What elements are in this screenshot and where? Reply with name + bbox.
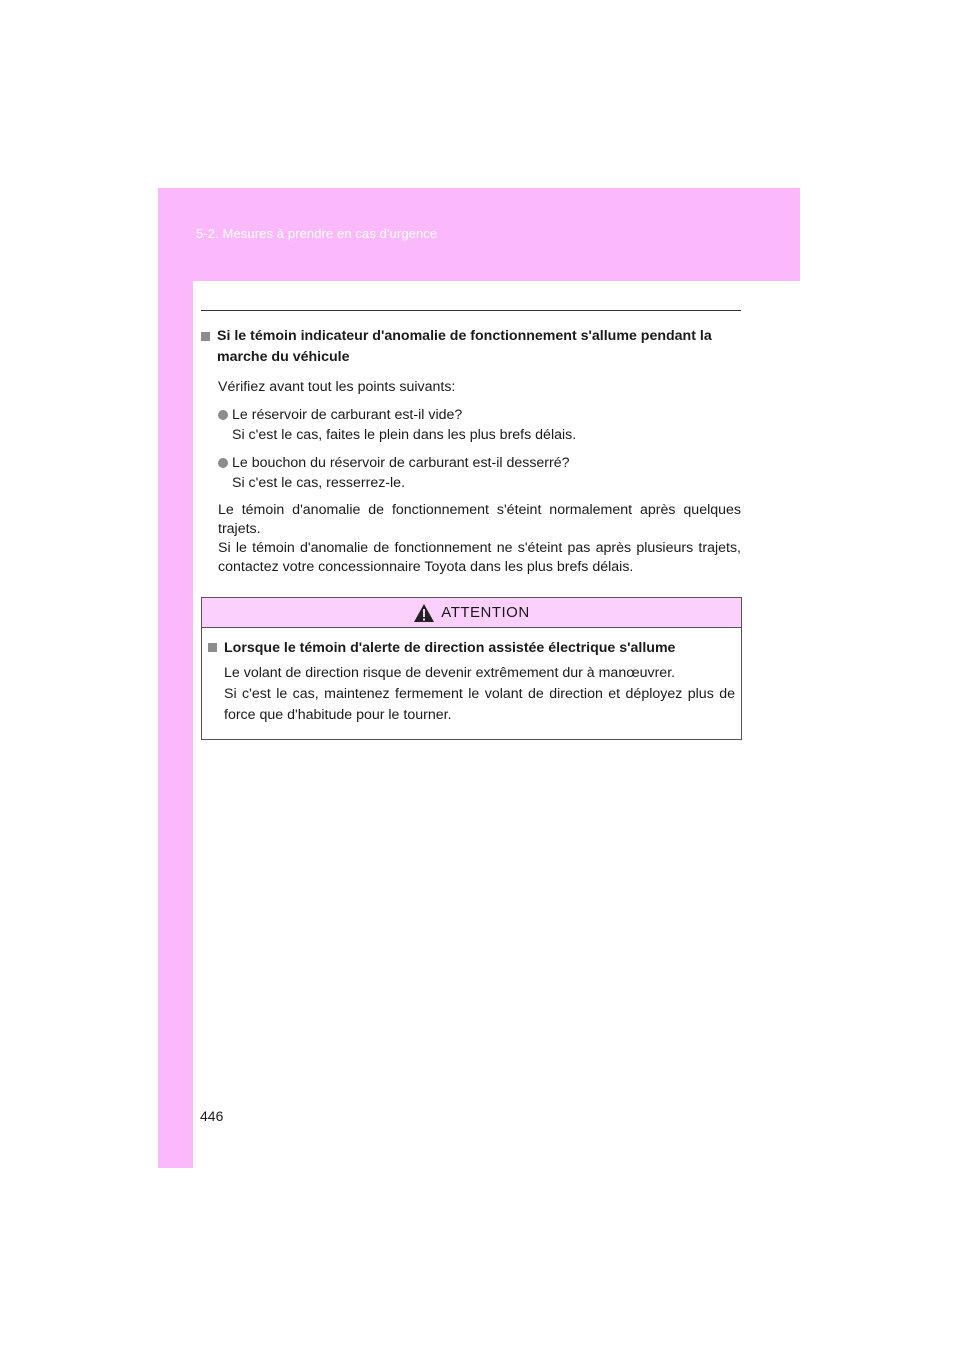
attention-title (208, 638, 735, 658)
section-label: 5-2. Mesures à prendre en cas d'urgence (196, 226, 438, 241)
circle-bullet-icon (218, 410, 228, 420)
side-tab (158, 281, 193, 1168)
attention-heading: ATTENTION (441, 604, 530, 621)
top-rule (201, 310, 741, 311)
note-title-text: Si le témoin indicateur d'anomalie de fonctionnement s'allume pendant la marche du véhicule (217, 328, 712, 365)
bullet-item-fuel-cap (201, 453, 741, 493)
attention-header (202, 598, 741, 628)
note-paragraph-1: Le témoin d'anomalie de fonctionnement s'éteint normalement après quelques trajets. (218, 502, 741, 537)
note-title (201, 326, 741, 368)
bullet-item-fuel-empty (201, 405, 741, 445)
warning-triangle-icon (413, 603, 435, 623)
bullet-question: Le bouchon du réservoir de carburant est-il desserré? (232, 455, 570, 471)
attention-line-1: Le volant de direction risque de devenir extrêmement dur à manœuvrer. (224, 665, 676, 681)
bullet-answer: Si c'est le cas, resserrez-le. (232, 475, 406, 491)
square-bullet-icon (208, 643, 217, 652)
attention-title-text: Lorsque le témoin d'alerte de direction assistée électrique s'allume (224, 640, 676, 656)
page-number: 446 (200, 1108, 224, 1124)
note-paragraph-2: Si le témoin d'anomalie de fonctionnement ne s'éteint pas après plusieurs trajets, contactez votre concessionnaire Toyota dans les plus brefs délais. (218, 540, 741, 575)
circle-bullet-icon (218, 458, 228, 468)
note-section (201, 326, 741, 577)
bullet-question: Le réservoir de carburant est-il vide? (232, 407, 463, 423)
square-bullet-icon (201, 332, 210, 341)
attention-line-2: Si c'est le cas, maintenez fermement le volant de direction et déployez plus de force que d'habitude pour le tourner. (224, 686, 735, 723)
attention-box (201, 597, 742, 740)
bullet-answer: Si c'est le cas, faites le plein dans les plus brefs délais. (232, 427, 577, 443)
note-intro: Vérifiez avant tout les points suivants: (218, 379, 456, 395)
